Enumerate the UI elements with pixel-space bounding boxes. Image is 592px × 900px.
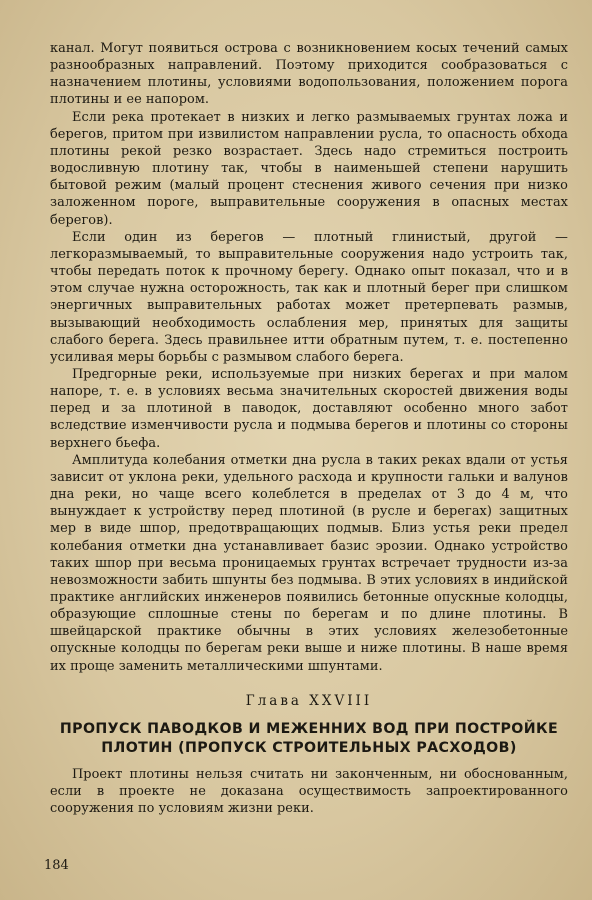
- paragraph-one-bank-clay: Если один из берегов — плотный глинистый, другой — легкоразмываемый, то выправительные сооружения надо устроить так, чтобы передать поток к прочному берегу. Однако опыт показал, что и в этом случае нужна осторожность, так как и плотный берег при слишком энергичных выправительных работах может претерпевать размыв, вызывающий необходимость ослабления мер, принятых для защиты слабого берега. Здесь правильнее итти обратным путем, т. е. постепенно усиливая меры борьбы с размывом слабого берега.: [50, 229, 568, 365]
- chapter-heading: Глава XXVIII: [245, 692, 373, 709]
- paragraph-continuation: канал. Могут появиться острова с возникновением косых течений самых разнообразных направлений. Поэтому приходится сообразоваться с назначением плотины, условиями водопользования, положением порога плотины и ее напором.: [50, 41, 568, 108]
- paragraph-project: Проект плотины нельзя считать ни законченным, ни обоснованным, если в проекте не доказана осуществимость запроектированного сооружения по условиям жизни реки.: [50, 766, 568, 817]
- page-number: 184: [44, 858, 69, 873]
- paragraph-amplitude: Амплитуда колебания отметки дна русла в таких реках вдали от устья зависит от уклона реки, удельного расхода и крупности гальки и валунов дна реки, но чаще всего колеблется в пределах от 3 до 4 м, что вынуждает к устройству перед плотиной (в русле и берегах) защитных мер в виде шпор, предотвращающих подмыв. Близ устья реки предел колебания отметки дна устанавливает базис эрозии. Однако устройство таких шпор при весьма проницаемых грунтах встречает трудности из-за невозможности забить шпунты без подмыва. В этих условиях в индийской практике английских инженеров появились бетонные опускные колодцы, образующие сплошные стены по берегам и по длине плотины. В швейцарской практике обычны в этих условиях железобетонные опускные колодцы по берегам реки выше и ниже плотины. В наше время их проще заменить металлическими шпунтами.: [50, 452, 568, 674]
- paragraph-river-banks: Если река протекает в низких и легко размываемых грунтах ложа и берегов, притом при извилистом направлении русла, то опасность обхода плотины рекой резко возрастает. Здесь надо стремиться построить водосливную плотину так, чтобы в наименьшей степени нарушить бытовой режим (малый процент стеснения живого сечения при низко заложенном пороге, выправительные сооружения в опасных местах берегов).: [50, 109, 568, 228]
- paragraph-foothill-rivers: Предгорные реки, используемые при низких берегах и при малом напоре, т. е. в условиях весьма значительных скоростей движения воды перед и за плотиной в паводок, доставляют особенно много забот вследствие изменчивости русла и подмыва берегов и плотины со стороны верхнего бьефа.: [50, 366, 568, 451]
- section-title: ПРОПУСК ПАВОДКОВ И МЕЖЕННИХ ВОД ПРИ ПОСТРОЙКЕ ПЛОТИН (ПРОПУСК СТРОИТЕЛЬНЫХ РАСХОДОВ): [59, 720, 559, 756]
- text-column: [50, 40, 568, 817]
